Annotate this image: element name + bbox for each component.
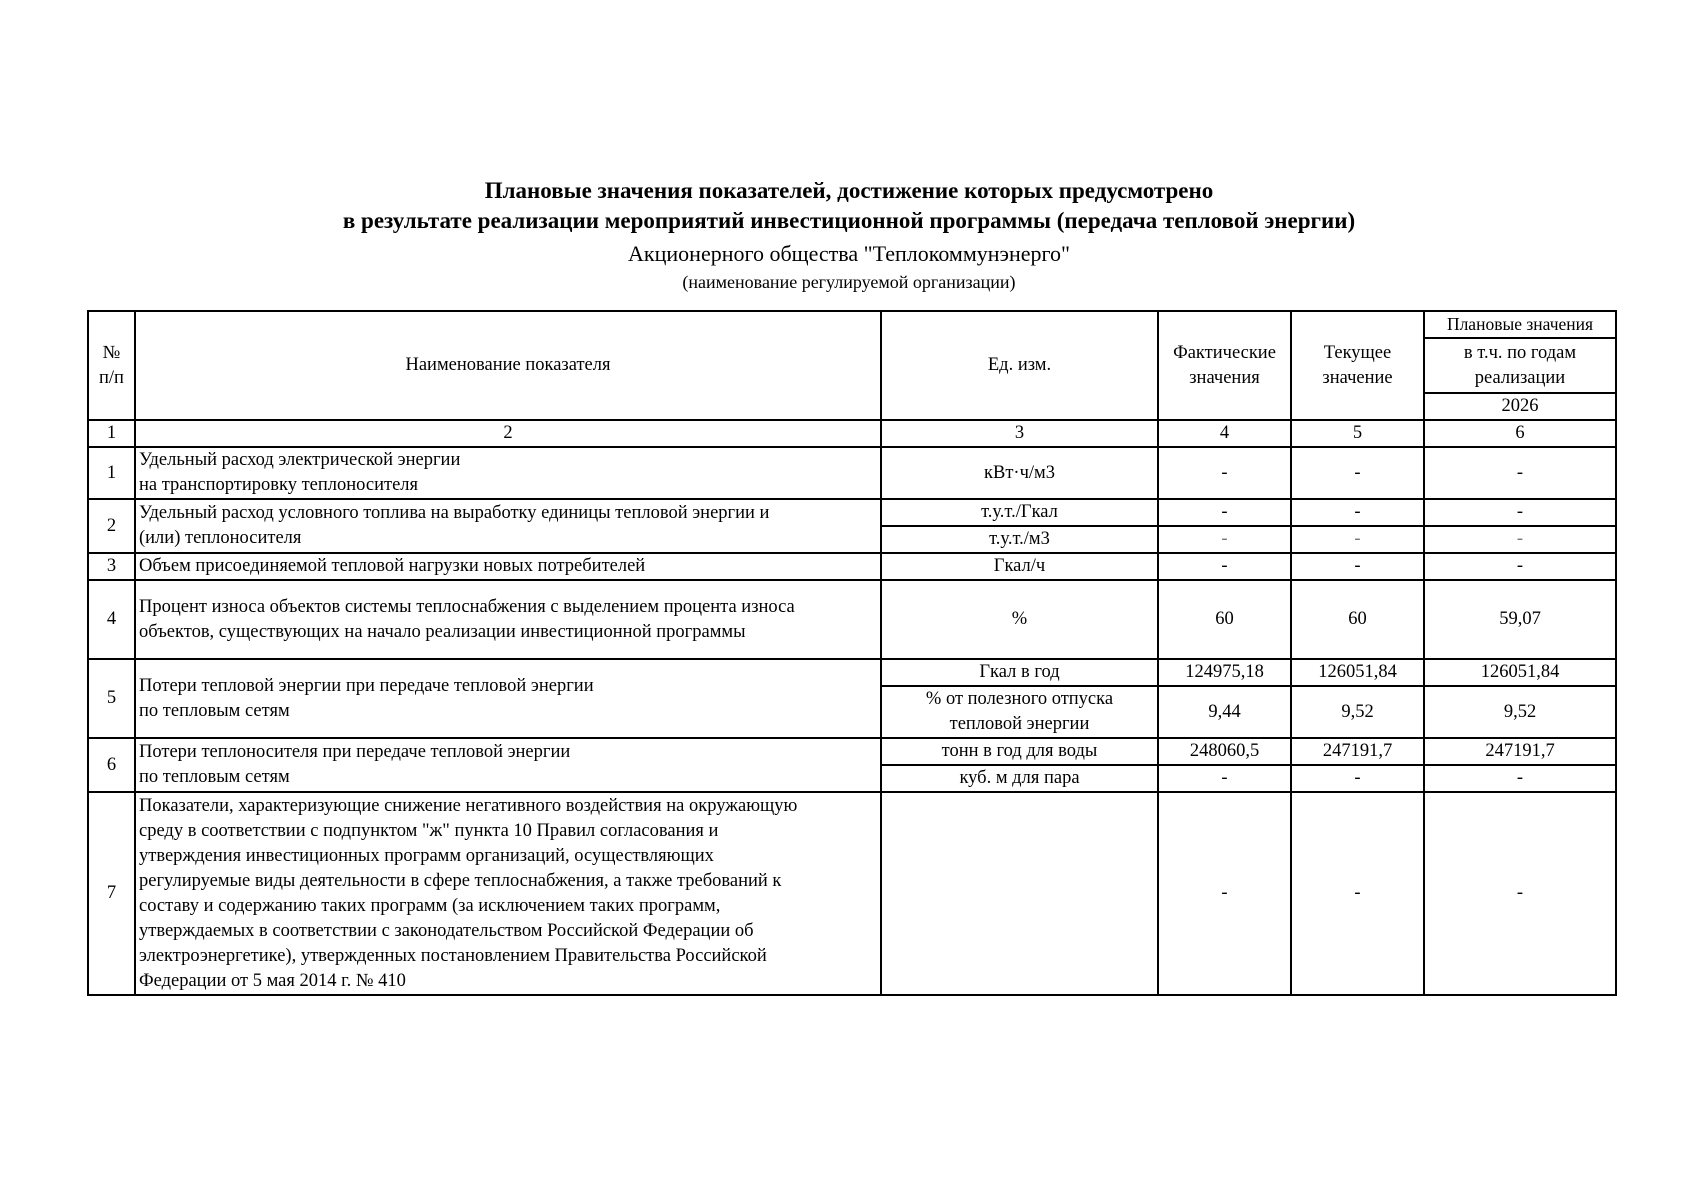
header-unit: Ед. изм. bbox=[881, 311, 1158, 420]
row-actual: - bbox=[1158, 526, 1291, 553]
col-number: 4 bbox=[1158, 420, 1291, 447]
row-name-line: объектов, существующих на начало реализации инвестиционной программы bbox=[139, 621, 746, 642]
row-num: 6 bbox=[88, 738, 135, 792]
row-name-line: Потери тепловой энергии при передаче тепловой энергии bbox=[139, 675, 594, 696]
row-name-line: Потери теплоносителя при передаче тепловой энергии bbox=[139, 742, 571, 762]
row-current: - bbox=[1291, 526, 1424, 553]
row-name-line: по тепловым сетям bbox=[139, 700, 290, 721]
row-current: - bbox=[1291, 765, 1424, 792]
row-actual: - bbox=[1158, 553, 1291, 580]
table-row bbox=[88, 499, 1616, 526]
row-current: 126051,84 bbox=[1291, 659, 1424, 686]
col-number: 2 bbox=[135, 420, 881, 447]
table-row bbox=[88, 738, 1616, 765]
organization-caption: (наименование регулируемой организации) bbox=[682, 272, 1016, 292]
row-name-line: Процент износа объектов системы теплоснабжения с выделением процента износа bbox=[139, 596, 795, 617]
row-name: Объем присоединяемой тепловой нагрузки новых потребителей bbox=[135, 553, 881, 580]
row-num: 5 bbox=[88, 659, 135, 738]
row-actual: - bbox=[1158, 447, 1291, 499]
row-actual: - bbox=[1158, 792, 1291, 995]
row-name-line: электроэнергетике), утвержденных постановлением Правительства Российской bbox=[139, 945, 767, 966]
row-name-line: на транспортировку теплоносителя bbox=[139, 475, 419, 495]
row-name-line: регулируемые виды деятельности в сфере теплоснабжения, а также требований к bbox=[139, 870, 782, 891]
header-year: 2026 bbox=[1424, 393, 1616, 420]
title-line-2: в результате реализации мероприятий инвестиционной программы (передача тепловой энергии) bbox=[342, 208, 1356, 233]
row-name bbox=[135, 792, 881, 995]
row-current: 60 bbox=[1291, 580, 1424, 659]
col-number: 1 bbox=[88, 420, 135, 447]
col-number: 5 bbox=[1291, 420, 1424, 447]
row-plan: - bbox=[1424, 765, 1616, 792]
row-unit: т.у.т./Гкал bbox=[881, 499, 1158, 526]
header-current bbox=[1291, 311, 1424, 420]
row-plan: 126051,84 bbox=[1424, 659, 1616, 686]
row-num: 4 bbox=[88, 580, 135, 659]
row-num: 3 bbox=[88, 553, 135, 580]
row-name-line: (или) теплоносителя bbox=[139, 528, 302, 548]
row-plan: - bbox=[1424, 792, 1616, 995]
header-actual-line-2: значения bbox=[1189, 367, 1260, 388]
row-num: 1 bbox=[88, 447, 135, 499]
row-current: - bbox=[1291, 499, 1424, 526]
row-name-line: Показатели, характеризующие снижение негативного воздействия на окружающую bbox=[139, 795, 798, 816]
title-line-1: Плановые значения показателей, достижение которых предусмотрено bbox=[484, 178, 1214, 203]
row-unit-line: % от полезного отпуска bbox=[925, 689, 1114, 709]
row-current: - bbox=[1291, 553, 1424, 580]
header-num-line-2: п/п bbox=[99, 367, 124, 388]
row-name bbox=[135, 580, 881, 659]
table-row bbox=[88, 792, 1616, 995]
table-row bbox=[88, 553, 1616, 580]
header-current-line-2: значение bbox=[1322, 367, 1393, 388]
row-unit: тонн в год для воды bbox=[881, 738, 1158, 765]
row-plan: 59,07 bbox=[1424, 580, 1616, 659]
header-by-years-line-1: в т.ч. по годам bbox=[1463, 342, 1577, 363]
row-name-line: среду в соответствии с подпунктом "ж" пункта 10 Правил согласования и bbox=[139, 820, 719, 841]
row-actual: - bbox=[1158, 499, 1291, 526]
table-row bbox=[88, 659, 1616, 686]
table-row bbox=[88, 447, 1616, 499]
header-by-years-line-2: реализации bbox=[1474, 367, 1566, 388]
row-name-line: Удельный расход условного топлива на выработку единицы тепловой энергии и bbox=[139, 503, 770, 523]
header-by-years bbox=[1424, 338, 1616, 393]
header-name: Наименование показателя bbox=[135, 311, 881, 420]
row-name bbox=[135, 659, 881, 738]
row-name bbox=[135, 447, 881, 499]
row-plan: - bbox=[1424, 553, 1616, 580]
row-plan: - bbox=[1424, 526, 1616, 553]
col-number: 3 bbox=[881, 420, 1158, 447]
col-number: 6 bbox=[1424, 420, 1616, 447]
row-name-line: Федерации от 5 мая 2014 г. № 410 bbox=[139, 970, 406, 991]
row-unit: % bbox=[881, 580, 1158, 659]
row-unit-line: тепловой энергии bbox=[949, 714, 1090, 734]
table-row bbox=[88, 580, 1616, 659]
row-unit: куб. м для пара bbox=[881, 765, 1158, 792]
row-unit bbox=[881, 686, 1158, 738]
header-actual bbox=[1158, 311, 1291, 420]
row-current: 9,52 bbox=[1291, 686, 1424, 738]
header-current-line-1: Текущее bbox=[1323, 342, 1392, 363]
row-unit: т.у.т./м3 bbox=[881, 526, 1158, 553]
row-name bbox=[135, 499, 881, 553]
header-actual-line-1: Фактические bbox=[1173, 342, 1276, 363]
row-name-line: утверждаемых в соответствии с законодательством Российской Федерации об bbox=[139, 920, 754, 941]
indicators-table bbox=[87, 310, 1617, 996]
row-plan: - bbox=[1424, 447, 1616, 499]
row-name-line: по тепловым сетям bbox=[139, 767, 290, 787]
document-title bbox=[0, 176, 1698, 236]
header-num-line-1: № bbox=[102, 342, 121, 363]
row-unit: кВт·ч/м3 bbox=[881, 447, 1158, 499]
row-unit: Гкал в год bbox=[881, 659, 1158, 686]
row-current: - bbox=[1291, 792, 1424, 995]
row-actual: 248060,5 bbox=[1158, 738, 1291, 765]
row-current: 247191,7 bbox=[1291, 738, 1424, 765]
row-actual: 124975,18 bbox=[1158, 659, 1291, 686]
row-num: 2 bbox=[88, 499, 135, 553]
row-plan: 9,52 bbox=[1424, 686, 1616, 738]
row-num: 7 bbox=[88, 792, 135, 995]
row-name bbox=[135, 738, 881, 792]
row-unit bbox=[881, 792, 1158, 995]
row-name-line: составу и содержанию таких программ (за исключением таких программ, bbox=[139, 895, 721, 916]
row-unit: Гкал/ч bbox=[881, 553, 1158, 580]
column-number-row bbox=[88, 420, 1616, 447]
row-name-line: утверждения инвестиционных программ организаций, осуществляющих bbox=[139, 845, 714, 866]
row-actual: 9,44 bbox=[1158, 686, 1291, 738]
organization-name: Акционерного общества "Теплокоммунэнерго" bbox=[628, 241, 1070, 266]
row-current: - bbox=[1291, 447, 1424, 499]
row-actual: 60 bbox=[1158, 580, 1291, 659]
header-row bbox=[88, 311, 1616, 338]
header-num bbox=[88, 311, 135, 420]
header-planned: Плановые значения bbox=[1424, 311, 1616, 338]
row-plan: - bbox=[1424, 499, 1616, 526]
row-name-line: Удельный расход электрической энергии bbox=[139, 450, 461, 470]
row-plan: 247191,7 bbox=[1424, 738, 1616, 765]
row-actual: - bbox=[1158, 765, 1291, 792]
